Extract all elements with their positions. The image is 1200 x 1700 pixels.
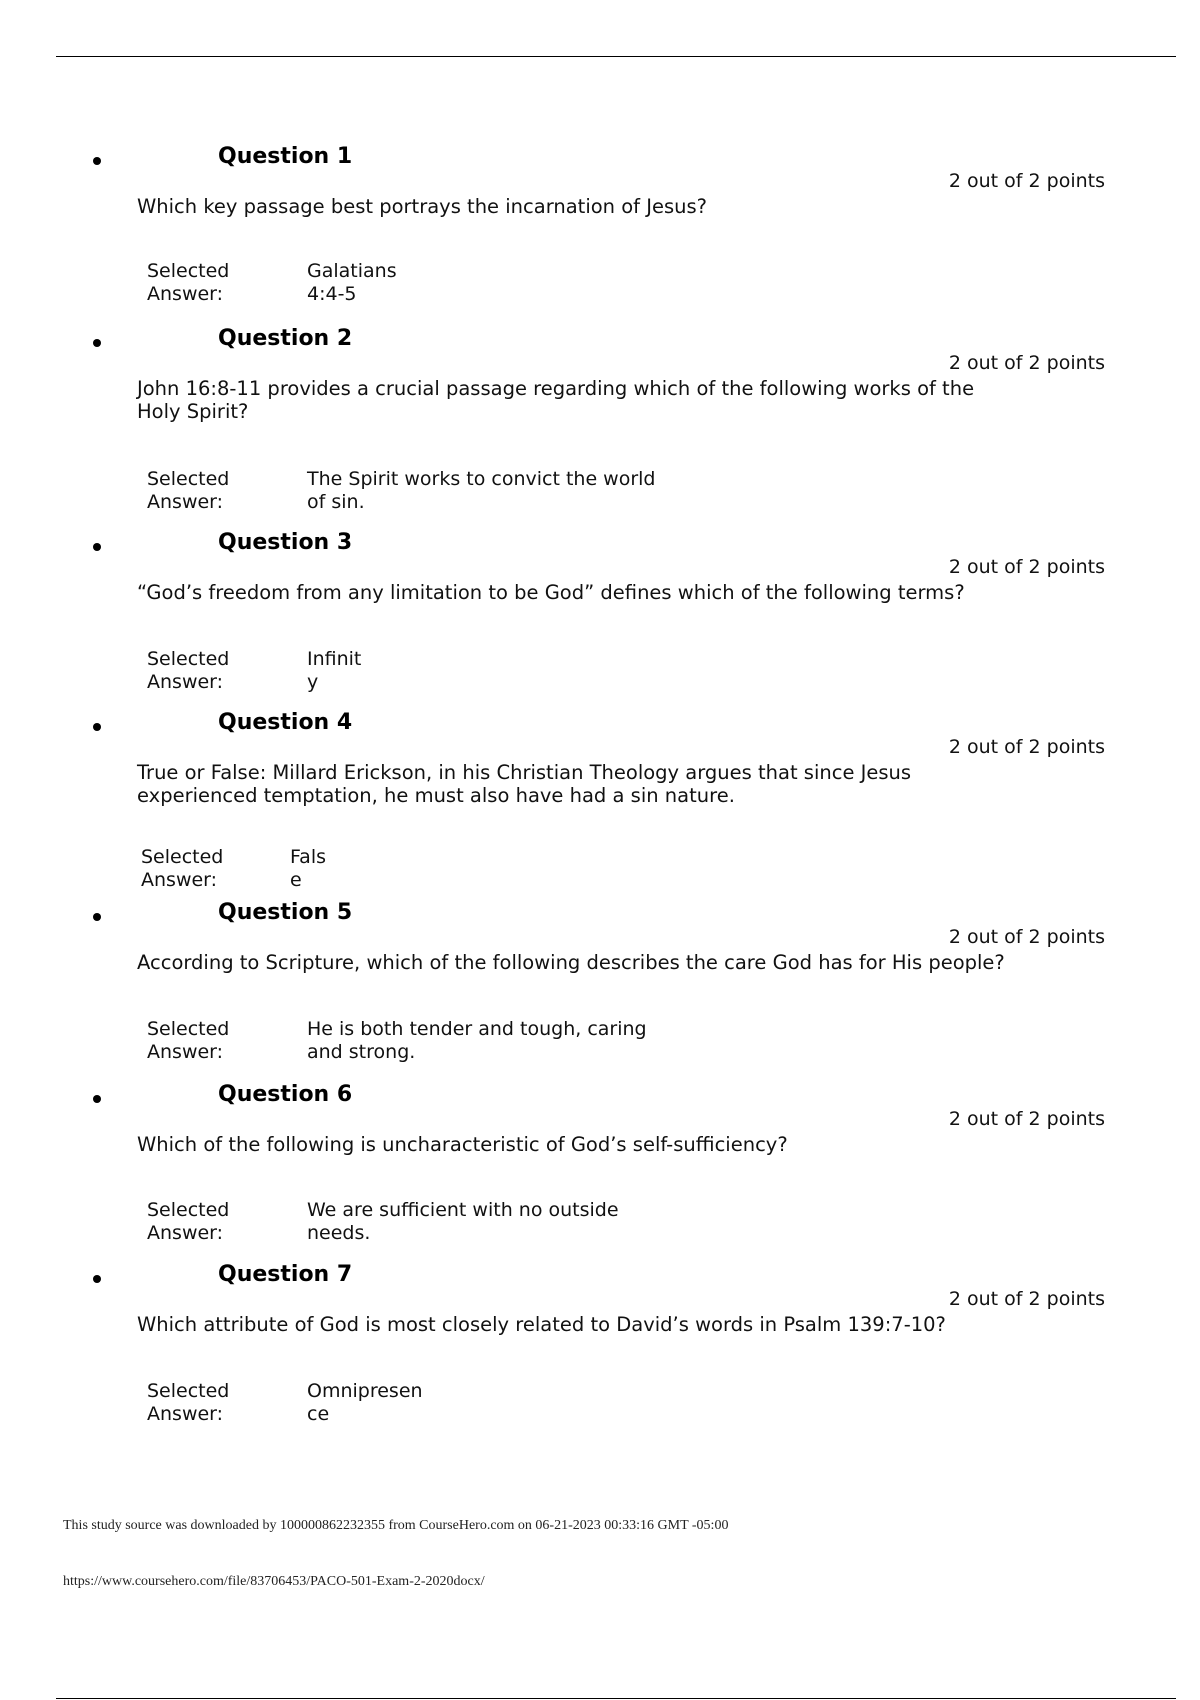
question-block-5 xyxy=(0,900,1200,1080)
question-points: 2 out of 2 points xyxy=(948,926,1105,948)
download-source-notice: This study source was downloaded by 100000862232355 from CourseHero.com on 06-21-2023 00:33:16 GMT -05:00 xyxy=(63,1518,729,1533)
question-text: John 16:8-11 provides a crucial passage regarding which of the following works of the Holy Spirit? xyxy=(137,377,975,423)
question-title: Question 6 xyxy=(218,1082,353,1107)
question-text: Which of the following is uncharacteristic of God’s self-sufficiency? xyxy=(137,1133,788,1156)
question-title: Question 4 xyxy=(218,710,353,735)
question-points: 2 out of 2 points xyxy=(948,736,1105,758)
answer-label: Selected Answer: xyxy=(147,1018,230,1063)
selected-answer xyxy=(147,1380,423,1426)
question-text: Which attribute of God is most closely related to David’s words in Psalm 139:7-10? xyxy=(137,1313,946,1336)
question-block-7 xyxy=(0,1262,1200,1442)
answer-value: The Spirit works to convict the world of sin. xyxy=(307,468,656,513)
bullet-icon xyxy=(93,913,101,921)
answer-label: Selected Answer: xyxy=(147,1380,230,1425)
question-block-2 xyxy=(0,326,1200,513)
source-url: https://www.coursehero.com/file/83706453/PACO-501-Exam-2-2020docx/ xyxy=(63,1574,485,1589)
answer-label: Selected Answer: xyxy=(147,260,230,305)
selected-answer xyxy=(147,648,361,694)
bullet-icon xyxy=(93,157,101,165)
question-points: 2 out of 2 points xyxy=(948,556,1105,578)
selected-answer xyxy=(147,260,397,306)
selected-answer xyxy=(147,1199,619,1245)
answer-label: Selected Answer: xyxy=(147,468,230,513)
answer-value: Galatians 4:4-5 xyxy=(307,260,397,305)
answer-value: Infinit y xyxy=(307,648,362,693)
answer-value: We are sufficient with no outside needs. xyxy=(307,1199,619,1244)
question-points: 2 out of 2 points xyxy=(948,1288,1105,1310)
question-block-3 xyxy=(0,530,1200,710)
bullet-icon xyxy=(93,1095,101,1103)
answer-label: Selected Answer: xyxy=(141,846,224,891)
question-block-6 xyxy=(0,1082,1200,1262)
question-block-1 xyxy=(0,144,1200,324)
question-points: 2 out of 2 points xyxy=(948,1108,1105,1130)
selected-answer xyxy=(141,846,326,892)
answer-label: Selected Answer: xyxy=(147,1199,230,1244)
answer-value: Fals e xyxy=(290,846,327,891)
question-block-4 xyxy=(0,710,1200,890)
question-title: Question 7 xyxy=(218,1262,353,1287)
question-points: 2 out of 2 points xyxy=(948,352,1105,374)
bullet-icon xyxy=(93,1275,101,1283)
question-text: According to Scripture, which of the following describes the care God has for His people? xyxy=(137,951,1005,974)
question-title: Question 5 xyxy=(218,900,353,925)
selected-answer xyxy=(147,468,656,514)
answer-value: He is both tender and tough, caring and strong. xyxy=(307,1018,647,1063)
bullet-icon xyxy=(93,723,101,731)
question-text: Which key passage best portrays the incarnation of Jesus? xyxy=(137,195,708,218)
question-text: “God’s freedom from any limitation to be God” defines which of the following terms? xyxy=(137,581,965,604)
bottom-rule xyxy=(56,1698,1176,1699)
question-title: Question 3 xyxy=(218,530,353,555)
selected-answer xyxy=(147,1018,647,1064)
top-rule xyxy=(56,56,1176,57)
bullet-icon xyxy=(93,543,101,551)
answer-label: Selected Answer: xyxy=(147,648,230,693)
bullet-icon xyxy=(93,339,101,347)
answer-value: Omnipresen ce xyxy=(307,1380,423,1425)
question-text: True or False: Millard Erickson, in his Christian Theology argues that since Jesus experienced temptation, he must also have had a sin nature. xyxy=(137,761,912,807)
question-title: Question 2 xyxy=(218,326,353,351)
question-points: 2 out of 2 points xyxy=(948,170,1105,192)
question-title: Question 1 xyxy=(218,144,353,169)
